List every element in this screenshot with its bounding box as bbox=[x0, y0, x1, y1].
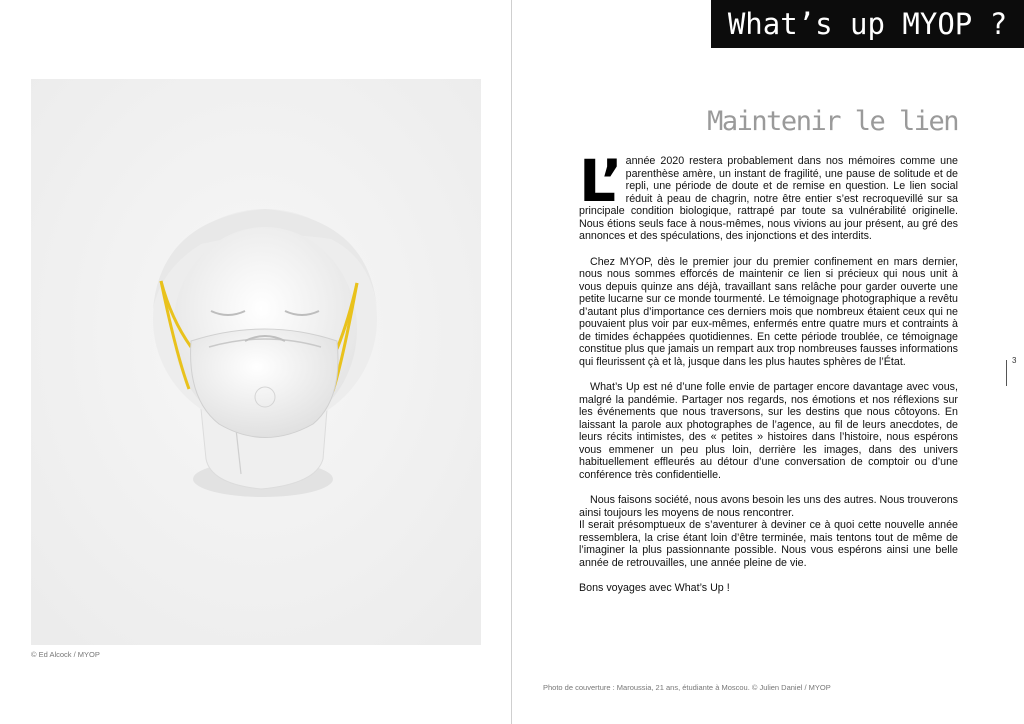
drop-cap: L’ bbox=[579, 147, 621, 215]
page-number-rule bbox=[1006, 360, 1007, 386]
cover-caption: Photo de couverture : Maroussia, 21 ans, étudiante à Moscou. © Julien Daniel / MYOP bbox=[543, 683, 831, 692]
article-title: Maintenir le lien bbox=[707, 106, 958, 137]
paragraph-1 bbox=[579, 147, 958, 243]
paragraph-5: Il serait présomptueux de s’aventurer à deviner ce à quoi cette nouvelle année ressemblera, la crise étant loin d’être terminée, mais tentons tout de même de l’imaginer la plus passionnante possible. Nous vous espérons ainsi une belle année de retrouvailles, une année pleine de vie. bbox=[579, 519, 958, 569]
paragraph-3: What’s Up est né d’une folle envie de partager encore davantage avec vous, malgré la pandémie. Partager nos regards, nos émotions et nos réflexions sur les événements que nous traversons, sur les destins que nous côtoyons. En laissant la parole aux photographes de l’agence, au fil de leurs anecdotes, de leurs récits intimistes, des « petites » histoires dans l’histoire, nous espérons vous emmener un peu plus loin, derrière les images, dans des univers habituellement effleurés au détour d’une conversation de comptoir ou d’une conférence très confidentielle. bbox=[579, 381, 958, 481]
page-spine bbox=[511, 0, 512, 724]
paragraph-2: Chez MYOP, dès le premier jour du premier confinement en mars dernier, nous nous sommes efforcés de maintenir ce lien si précieux qui nous unit à vous depuis quinze ans déjà, travaillant sans relâche pour garder ouverte une petite lucarne sur ce monde tourmenté. Le témoignage photographique a revêtu d’autant plus d’importance ces derniers mois que nombreux étaient ceux qui ne pouvaient plus voir par eux-mêmes, enfermés entre quatre murs et contraints à de timides échappées quotidiennes. En cette période troublée, ce témoignage constitue plus que jamais un rempart aux trop nombreuses fausses informations qui fleurissent çà et là, jusque dans les plus hautes sphères de l’État. bbox=[579, 255, 959, 368]
paragraph-1-text: année 2020 restera probablement dans nos mémoires comme une parenthèse amère, un instant de fragilité, une pause de solitude et de repli, une période de doute et de remise en question. Le lien social réduit à peau de chagrin, notre être entier s’est recroquevillé sur sa principale condition biologique, rattrapé par toute sa vulnérabilité originelle. Nous étions seuls face à nous-mêmes, nous vivions au jour présent, au gré des annonces et des spéculations, des injonctions et des interdits. bbox=[579, 155, 958, 242]
magazine-header: What’s up MYOP ? bbox=[711, 0, 1024, 48]
photo-credit: © Ed Alcock / MYOP bbox=[31, 650, 100, 659]
article-body bbox=[579, 147, 959, 608]
closing-line: Bons voyages avec What’s Up ! bbox=[579, 582, 730, 594]
page-number: 3 bbox=[1012, 356, 1017, 365]
paragraph-4: Nous faisons société, nous avons besoin les uns des autres. Nous trouverons ainsi toujours les moyens de nous rencontrer. bbox=[579, 494, 958, 519]
plaster-head-illustration bbox=[31, 79, 481, 645]
cover-photo bbox=[31, 79, 481, 645]
